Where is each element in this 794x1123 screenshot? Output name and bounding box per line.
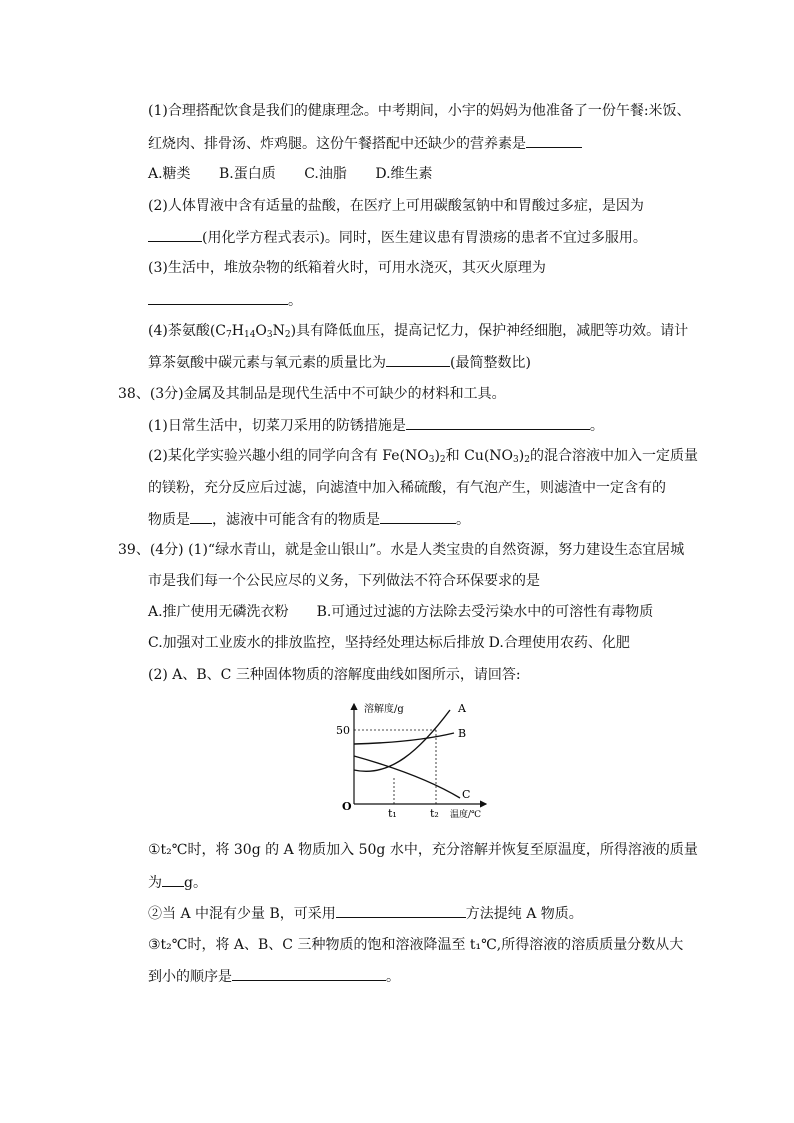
q37-part4-line1: (4)茶氨酸$(C_7H_{14}O_3N_2)$具有降低血压，提高记忆力，保护神经细胞，减肥等功效。请计 (148, 323, 689, 340)
curve-b-label: B (458, 727, 467, 740)
origin-label: O (342, 800, 352, 813)
answer-blank[interactable] (148, 227, 202, 242)
q37-part4-line2: 算茶氨酸中碳元素与氧元素的质量比为 (最简整数比) (148, 352, 531, 373)
q37-part2-line2: (用化学方程式表示)。同时，医生建议患有胃溃疡的患者不宜过多服用。 (148, 227, 647, 248)
answer-blank[interactable] (148, 290, 288, 305)
q38-part1: (1)日常生活中，切菜刀采用的防锈措施是 。 (148, 415, 604, 436)
q37-part3-line1: (3)生活中，堆放杂物的纸箱着火时，可用水浇灭，其灭火原理为 (148, 260, 546, 276)
q37-part1-options (148, 164, 457, 184)
option-b[interactable]: B.可通过过滤的方法除去受污染水中的可溶性有毒物质 (316, 604, 654, 620)
option-c[interactable]: C.油脂 (304, 166, 347, 182)
q39-sub1-line1: ①t₂℃时，将 30g 的 A 物质加入 50g 水中，充分溶解并恢复至原温度，所得溶液的质量 (148, 842, 698, 858)
q39-sub1-line2: 为 g。 (148, 872, 207, 893)
curve-a-label: A (458, 702, 466, 715)
q39-heading-line2: 市是我们每一个公民应尽的义务，下列做法不符合环保要求的是 (148, 573, 540, 589)
answer-blank[interactable] (336, 903, 466, 918)
answer-blank[interactable] (526, 133, 582, 148)
q38-part2-line2: 的镁粉，充分反应后过滤，向滤渣中加入稀硫酸，有气泡产生，则滤渣中一定含有的 (148, 480, 666, 496)
q39-part2-intro: (2) A、B、C 三种固体物质的溶解度曲线如图所示，请回答: (148, 667, 521, 683)
option-b[interactable]: B.蛋白质 (219, 166, 276, 182)
x-axis-label: 温度/℃ (450, 810, 482, 818)
curve-c (354, 756, 460, 798)
q39-sub3-line1: ③t₂℃时，将 A、B、C 三种物质的饱和溶液降温至 t₁℃,所得溶液的溶质质量分数从大 (148, 937, 684, 953)
x-tick-t2: t₂ (430, 807, 439, 818)
q39-options-row1 (148, 602, 653, 622)
q37-part2-line1: (2)人体胃液中含有适量的盐酸，在医疗上可用碳酸氢钠中和胃酸过多症，是因为 (148, 198, 644, 214)
answer-blank[interactable] (232, 966, 386, 981)
q39-sub2: ②当 A 中混有少量 B，可采用 方法提纯 A 物质。 (148, 903, 583, 924)
q37-part1-line1: (1)合理搭配饮食是我们的健康理念。中考期间，小宇的妈妈为他准备了一份午餐:米饭、 (148, 103, 691, 119)
curve-b (354, 733, 454, 744)
x-tick-t1: t₁ (388, 807, 397, 818)
q38-part2-line3: 物质是 ，滤液中可能含有的物质是 。 (148, 509, 470, 530)
y-axis-label: 溶解度/g (364, 704, 404, 715)
option-d[interactable]: D.维生素 (375, 166, 433, 182)
q39-heading-line1: 39、(4分) (1)“绿水青山，就是金山银山”。水是人类宝贵的自然资源，努力建设生态宜居城 (118, 542, 685, 558)
option-c[interactable]: C.加强对工业废水的排放监控，坚持经处理达标后排放 (148, 635, 485, 651)
q39-options-row2 (148, 633, 630, 653)
option-a[interactable]: A.糖类 (148, 166, 191, 182)
q37-part1-line2: 红烧肉、排骨汤、炸鸡腿。这份午餐搭配中还缺少的营养素是 (148, 133, 582, 154)
y-tick-50: 50 (336, 724, 350, 737)
answer-blank[interactable] (162, 872, 184, 887)
solubility-curve-chart (330, 700, 490, 818)
option-d[interactable]: D.合理使用农药、化肥 (488, 635, 630, 651)
answer-blank[interactable] (190, 509, 212, 524)
curve-c-label: C (462, 788, 471, 801)
q39-sub3-line2: 到小的顺序是 。 (148, 966, 400, 987)
q37-part3-line2: 。 (148, 290, 302, 311)
answer-blank[interactable] (380, 509, 456, 524)
option-a[interactable]: A.推广使用无磷洗衣粉 (148, 604, 289, 620)
q38-part2-line1: (2)某化学实验兴趣小组的同学向含有 $Fe(NO_3)_2$和 $Cu(NO_3)_2$的混合溶液中加入一定质量 (148, 448, 698, 465)
answer-blank[interactable] (406, 415, 590, 430)
q38-heading: 38、(3分)金属及其制品是现代生活中不可缺少的材料和工具。 (118, 386, 506, 402)
answer-blank[interactable] (386, 352, 450, 367)
